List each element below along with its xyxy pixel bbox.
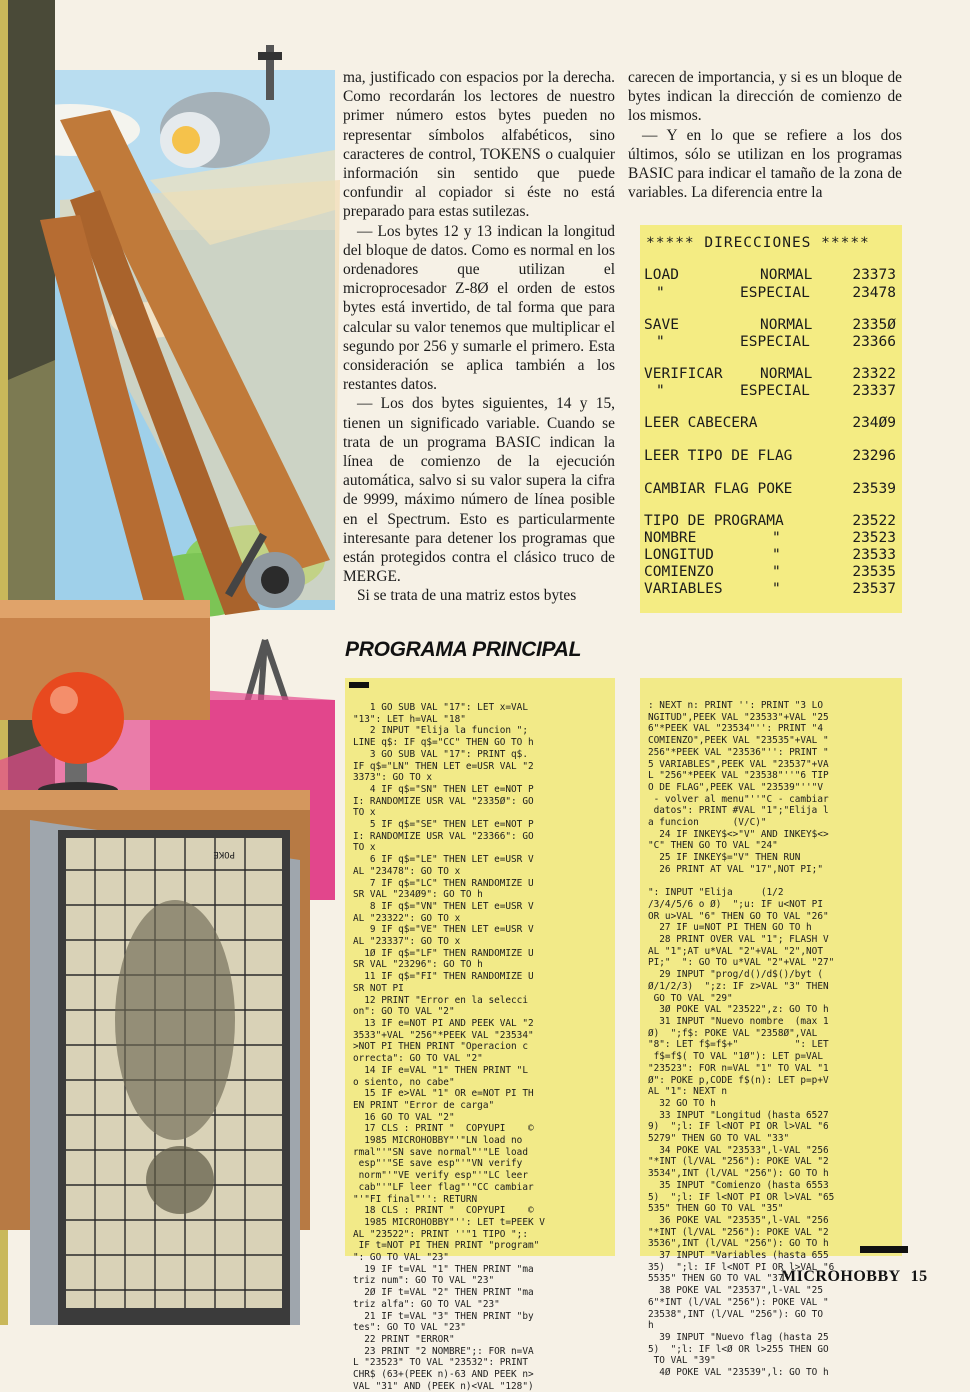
- address-label: VARIABLES: [644, 581, 723, 597]
- address-value: 23296: [852, 448, 896, 464]
- paragraph: carecen de importancia, y si es un bloque de bytes indican la dirección de comienzo de los mismos.: [628, 69, 902, 125]
- address-value: 23535: [852, 564, 896, 580]
- address-label: ": [656, 334, 665, 350]
- address-row: [644, 383, 896, 401]
- address-label: LEER TIPO DE FLAG: [644, 448, 793, 464]
- address-mode: NORMAL: [760, 267, 813, 283]
- listing-end-marker: [860, 1246, 908, 1253]
- address-row: [644, 513, 896, 531]
- address-mode: ESPECIAL: [740, 334, 810, 350]
- article-column-1: [343, 68, 615, 606]
- addresses-title: ***** DIRECCIONES *****: [646, 235, 870, 251]
- paragraph: — Los bytes 12 y 13 indican la longitud del bloque de datos. Como es normal en los ordenadores que utilizan el microprocesador Z-8Ø el orden de estos bytes está invertido, de tal forma que para calcular su valor tenemos que multiplicar el segundo por 256 y sumarle el primero. Esta consideración se aplica también a los restantes datos.: [343, 222, 615, 394]
- address-value: 23539: [852, 481, 896, 497]
- listing-marker: [349, 682, 369, 688]
- address-value: 234Ø9: [852, 415, 896, 431]
- article-column-2: [628, 68, 902, 202]
- address-mode: ESPECIAL: [740, 285, 810, 301]
- address-mode: NORMAL: [760, 317, 813, 333]
- address-row: [644, 415, 896, 433]
- address-row: [644, 481, 896, 499]
- listing-code: : NEXT n: PRINT '': PRINT "3 LO NGITUD",PEEK VAL "23533"+VAL "25 6"*PEEK VAL "23534"'': PRINT "4 COMIENZO",PEEK VAL "23535"+VAL " 256"*PEEK VAL "23536"'': PRINT " 5 VARIABLES",PEEK VAL "23537"+VA L "256"*PEEK VAL "23538"''"6 TIP O DE FLAG",PEEK VAL "23539"''"V - volver al menu"''"C - cambiar datos": PRINT #VAL "1";"Elija l a funcion (V/C)" 24 IF INKEY$<>"V" AND INKEY$<> "C" THEN GO TO VAL "24" 25 IF INKEY$="V" THEN RUN 26 PRINT AT VAL "17",NOT PI;" ": INPUT "Elija (1/2 /3/4/5/6 o Ø) ";u: IF u<NOT PI OR u>VAL "6" THEN GO TO VAL "26" 27 IF u=NOT PI THEN GO TO h 28 PRINT OVER VAL "1"; FLASH V AL "1";AT u*VAL "2"+VAL "2",NOT PI;" ": GO TO u*VAL "2"+VAL "27" 29 INPUT "prog/d()/d$()/byt ( Ø/1/2/3) ";z: IF z>VAL "3" THEN GO TO VAL "29" 3Ø POKE VAL "23522",z: GO TO h 31 INPUT "Nuevo nombre (max 1 Ø) ";f$: POKE VAL "2358Ø",VAL "8": LET f$=f$+" ": LET f$=f$( TO VAL "1Ø"): LET p=VAL "23523": FOR n=VAL "1" TO VAL "1 Ø": POKE p,CODE f$(n): LET p=p+V AL "1": NEXT n 32 GO TO h 33 INPUT "Longitud (hasta 6527 9) ";l: IF l<NOT PI OR l>VAL "6 5279" THEN GO TO VAL "33" 34 POKE VAL "23533",l-VAL "256 "*INT (l/VAL "256"): POKE VAL "2 3534",INT (l/VAL "256"): GO TO h 35 INPUT "Comienzo (hasta 6553 5) ";l: IF l<NOT PI OR l>VAL "65 535" THEN GO TO VAL "35" 36 POKE VAL "23535",l-VAL "256 "*INT (l/VAL "256"): POKE VAL "2 3536",INT (l/VAL "256"): GO TO h 37 INPUT "Variables (hasta 655 35) ";l: IF l<NOT PI OR l>VAL "6 5535" THEN GO TO VAL "37" 38 POKE VAL "23537",l-VAL "25 6"*INT (l/VAL "256"): POKE VAL " 23538",INT (l/VAL "256"): GO TO h 39 INPUT "Nuevo flag (hasta 25 5) ";l: IF l<Ø OR l>255 THEN GO TO VAL "39" 4Ø POKE VAL "23539",l: GO TO h: [648, 700, 835, 1379]
- address-label: ": [656, 285, 665, 301]
- addresses-box: [640, 225, 902, 613]
- address-value: 23337: [852, 383, 896, 399]
- section-title: PROGRAMA PRINCIPAL: [345, 638, 582, 661]
- address-row: [644, 317, 896, 335]
- page-footer: [781, 1268, 928, 1286]
- address-label: CAMBIAR FLAG POKE: [644, 481, 793, 497]
- cover-illustration: [0, 0, 340, 1325]
- address-mode: ": [772, 530, 781, 546]
- paragraph: ma, justificado con espacios por la derecha. Como recordarán los lectores de nuestro primer número estos bytes pueden no representar símbolos alfabéticos, sino caracteres de control, TOKENS o cualquier información sin sentido que puede confundir al copiador si éste no está preparado para estas sutilezas.: [343, 69, 615, 221]
- address-label: NOMBRE: [644, 530, 697, 546]
- program-listing-left: [345, 678, 615, 1392]
- illustration-artwork: [0, 0, 340, 1325]
- address-value: 23478: [852, 285, 896, 301]
- address-label: TIPO DE PROGRAMA: [644, 513, 784, 529]
- address-value: 23322: [852, 366, 896, 382]
- address-value: 23373: [852, 267, 896, 283]
- address-row: [644, 334, 896, 352]
- address-mode: ESPECIAL: [740, 383, 810, 399]
- address-value: 23522: [852, 513, 896, 529]
- address-row: [644, 267, 896, 285]
- paragraph: Si se trata de una matriz estos bytes: [357, 587, 577, 605]
- address-row: [644, 581, 896, 599]
- address-row: [644, 366, 896, 384]
- address-label: SAVE: [644, 317, 679, 333]
- address-label: LONGITUD: [644, 547, 714, 563]
- address-label: LEER CABECERA: [644, 415, 758, 431]
- magazine-name: MICROHOBBY: [781, 1268, 901, 1285]
- page-number: 15: [910, 1268, 928, 1285]
- address-row: [644, 448, 896, 466]
- address-row: [644, 285, 896, 303]
- address-label: ": [656, 383, 665, 399]
- listing-code: 1 GO SUB VAL "17": LET x=VAL "13": LET h=VAL "18" 2 INPUT "Elija la funcion "; LINE q$: IF q$="CC" THEN GO TO h 3 GO SUB VAL "17": PRINT q$. IF q$="LN" THEN LET e=USR VAL "2 3373": GO TO x 4 IF q$="SN" THEN LET e=NOT P I: RANDOMIZE USR VAL "2335Ø": GO TO x 5 IF q$="SE" THEN LET e=NOT P I: RANDOMIZE USR VAL "23366": GO TO x 6 IF q$="LE" THEN LET e=USR V AL "23478": GO TO x 7 IF q$="LC" THEN RANDOMIZE U SR VAL "234Ø9": GO TO h 8 IF q$="VN" THEN LET e=USR V AL "23322": GO TO x 9 IF q$="VE" THEN LET e=USR V AL "23337": GO TO x 1Ø IF q$="LF" THEN RANDOMIZE U SR VAL "23296": GO TO h 11 IF q$="FI" THEN RANDOMIZE U SR NOT PI 12 PRINT "Error en la selecci on": GO TO VAL "2" 13 IF e=NOT PI AND PEEK VAL "2 3533"+VAL "256"*PEEK VAL "23534" >NOT PI THEN PRINT "Operacion c orrecta": GO TO VAL "2" 14 IF e=VAL "1" THEN PRINT "L o siento, no cabe" 15 IF e>VAL "1" OR e=NOT PI TH EN PRINT "Error de carga" 16 GO TO VAL "2" 17 CLS : PRINT " COPYUPI © 1985 MICROHOBBY"'"LN load no rmal"'"SN save normal"'"LE load esp"'"SE save esp"'"VN verify norm"'"VE verify esp"'"LC leer cab"'"LF leer flag"'"CC cambiar "'"FI final"'': RETURN 18 CLS : PRINT " COPYUPI © 1985 MICROHOBBY"'': LET t=PEEK V AL "23522": PRINT ''"1 TIPO ";: IF t=NOT PI THEN PRINT "program" ": GO TO VAL "23" 19 IF t=VAL "1" THEN PRINT "ma triz num": GO TO VAL "23" 2Ø IF t=VAL "2" THEN PRINT "ma triz alfa": GO TO VAL "23" 21 IF t=VAL "3" THEN PRINT "by tes": GO TO VAL "23" 22 PRINT "ERROR" 23 PRINT "2 NOMBRE";: FOR n=VA L "23523" TO VAL "23532": PRINT CHR$ (63+(PEEK n)-63 AND PEEK n> VAL "31" AND (PEEK n)<VAL "128"): [353, 702, 545, 1392]
- address-value: 23523: [852, 530, 896, 546]
- address-label: VERIFICAR: [644, 366, 723, 382]
- monitor-label: POKE: [213, 849, 235, 859]
- address-row: [644, 564, 896, 582]
- address-mode: NORMAL: [760, 366, 813, 382]
- address-label: LOAD: [644, 267, 679, 283]
- address-row: [644, 547, 896, 565]
- address-value: 23537: [852, 581, 896, 597]
- address-row: [644, 530, 896, 548]
- address-label: COMIENZO: [644, 564, 714, 580]
- address-mode: ": [772, 564, 781, 580]
- address-value: 2335Ø: [852, 317, 896, 333]
- paragraph: — Los dos bytes siguientes, 14 y 15, tienen un significado variable. Cuando se trata de un programa BASIC indican la línea de comienzo de la ejecución automática, salvo si su valor supera la cifra de 9999, máximo número de línea posible en el Spectrum. Esto es particularmente interesante para detener los programas que están protegidos contra el clásico truco de MERGE.: [343, 395, 615, 586]
- address-value: 23366: [852, 334, 896, 350]
- address-value: 23533: [852, 547, 896, 563]
- address-mode: ": [772, 581, 781, 597]
- paragraph: — Y en lo que se refiere a los dos últimos, sólo se utilizan en los programas BASIC para indicar el tamaño de la zona de variables. La diferencia entre la: [628, 126, 902, 202]
- address-mode: ": [772, 547, 781, 563]
